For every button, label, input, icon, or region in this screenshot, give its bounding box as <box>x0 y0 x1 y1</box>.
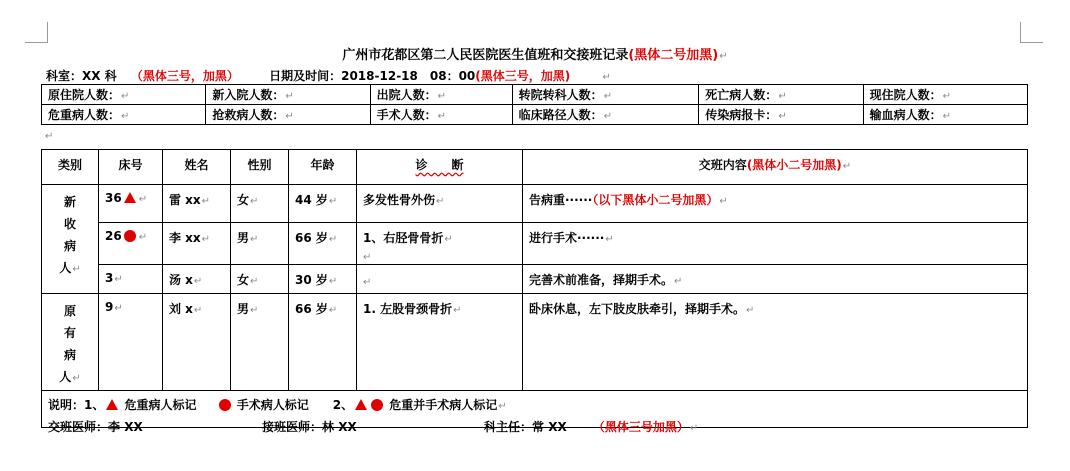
diagnosis-cell <box>357 265 523 294</box>
director-label: 科主任： <box>484 420 533 434</box>
paragraph-mark: ↵ <box>453 305 462 316</box>
stats-label: 转院转科人数： <box>518 88 603 102</box>
crop-mark-top-right <box>1020 22 1043 43</box>
paragraph-mark: ↵ <box>250 276 259 287</box>
document-title <box>0 44 1070 63</box>
dept-value: XX 科 <box>82 69 117 83</box>
category-char: 收 <box>63 217 76 231</box>
critical-triangle-icon <box>124 192 136 203</box>
header-category: 类别 <box>42 150 99 185</box>
bed-number: 26 <box>105 229 122 243</box>
paragraph-mark: ↵ <box>285 91 294 102</box>
age-value: 44 岁 <box>295 193 328 207</box>
surgery-circle-icon <box>124 230 136 242</box>
name-cell <box>163 294 231 391</box>
bed-number: 9 <box>105 300 114 314</box>
legend-both-prefix: 2、 <box>332 398 354 412</box>
dept-font-note: （黑体三号，加黑） <box>130 69 239 83</box>
title-font-note: (黑体二号加黑) <box>628 48 719 63</box>
stats-cell <box>699 105 863 125</box>
stats-label: 现住院人数： <box>869 88 942 102</box>
category-char: 新 <box>63 195 76 209</box>
bed-cell <box>99 265 163 294</box>
age-value: 66 岁 <box>295 231 328 245</box>
datetime-value: 2018-12-18 08：00 <box>341 69 476 83</box>
paragraph-mark: ↵ <box>201 234 211 245</box>
paragraph-mark: ↵ <box>603 91 613 102</box>
paragraph-mark: ↵ <box>778 91 787 102</box>
gender-cell <box>231 265 289 294</box>
director-value: 常 XX <box>532 420 567 434</box>
stats-cell <box>863 105 1027 125</box>
paragraph-mark: ↵ <box>602 72 611 83</box>
handover-doctor-value: 李 XX <box>108 420 143 434</box>
surgery-circle-icon <box>371 399 383 411</box>
paragraph-mark: ↵ <box>201 196 211 207</box>
gender-value: 男 <box>237 302 250 316</box>
stats-label: 手术人数： <box>376 108 437 122</box>
category-cell <box>42 185 99 294</box>
header-bed: 床号 <box>99 150 163 185</box>
legend-both: 危重并手术病人标记 <box>385 398 498 412</box>
bed-cell <box>99 185 163 223</box>
stats-row <box>42 85 1028 105</box>
name-value: 刘 x <box>169 302 193 316</box>
stats-label: 新入院人数： <box>212 88 285 102</box>
handover-cell <box>523 185 1028 223</box>
paragraph-mark: ↵ <box>842 161 852 172</box>
name-cell <box>163 185 231 223</box>
category-char: 人 <box>59 261 72 275</box>
handover-cell <box>523 223 1028 265</box>
handover-value: 进行手术······ <box>529 231 605 245</box>
paragraph-mark: ↵ <box>719 196 728 207</box>
paragraph-mark: ↵ <box>138 194 148 205</box>
paragraph-mark: ↵ <box>498 401 507 412</box>
paragraph-mark: ↵ <box>72 264 81 275</box>
handover-font-note: （以下黑体小二号加黑） <box>592 193 719 207</box>
age-cell <box>289 265 357 294</box>
footer-handover-doctor <box>48 418 143 435</box>
paragraph-mark: ↵ <box>436 196 445 207</box>
crop-mark-top-left <box>25 22 48 43</box>
bed-cell <box>99 294 163 391</box>
paragraph-mark: ↵ <box>250 196 259 207</box>
paragraph-mark: ↵ <box>746 305 755 316</box>
stats-cell <box>42 105 206 125</box>
name-cell <box>163 223 231 265</box>
paragraph-mark: ↵ <box>328 234 338 245</box>
paragraph-mark: ↵ <box>45 131 54 142</box>
category-char: 病 <box>63 348 76 362</box>
stats-label: 抢救病人数： <box>212 108 285 122</box>
table-row <box>42 294 1028 391</box>
name-value: 李 xx <box>169 231 201 245</box>
paragraph-mark: ↵ <box>328 305 338 316</box>
stats-label: 出院人数： <box>376 88 437 102</box>
stats-cell <box>42 85 206 105</box>
paragraph-mark: ↵ <box>328 196 338 207</box>
handover-cell <box>523 294 1028 391</box>
paragraph-mark: ↵ <box>363 252 372 263</box>
diagnosis-cell <box>357 294 523 391</box>
paragraph-mark: ↵ <box>605 234 614 245</box>
table-row <box>42 185 1028 223</box>
category-char: 病 <box>63 239 76 253</box>
paragraph-mark: ↵ <box>114 274 123 285</box>
stats-label: 传染病报卡： <box>705 108 778 122</box>
gender-value: 女 <box>237 193 250 207</box>
paragraph-mark: ↵ <box>942 91 952 102</box>
diagnosis-value: 1、右胫骨骨折 <box>363 231 444 245</box>
stats-cell <box>699 85 863 105</box>
handover-cell <box>523 265 1028 294</box>
handover-table <box>41 149 1028 428</box>
gender-value: 女 <box>237 273 250 287</box>
gender-value: 男 <box>237 231 250 245</box>
paragraph-mark: ↵ <box>363 277 372 288</box>
age-value: 66 岁 <box>295 302 328 316</box>
bed-number: 3 <box>105 271 114 285</box>
stats-label: 原住院人数： <box>48 88 121 102</box>
age-value: 30 岁 <box>295 273 328 287</box>
gender-cell <box>231 185 289 223</box>
legend-surgery: 手术病人标记 <box>232 398 309 412</box>
critical-triangle-icon <box>106 399 118 410</box>
receiving-doctor-value: 林 XX <box>322 420 357 434</box>
header-name: 姓名 <box>163 150 231 185</box>
header-gender: 性别 <box>231 150 289 185</box>
paragraph-mark: ↵ <box>778 111 787 122</box>
diagnosis-cell <box>357 185 523 223</box>
surgery-circle-icon <box>219 399 231 411</box>
stats-cell <box>512 85 699 105</box>
title-text: 广州市花都区第二人民医院医生值班和交接班记录 <box>342 48 629 63</box>
age-cell <box>289 223 357 265</box>
datetime-label: 日期及时间： <box>269 69 342 83</box>
stats-label: 死亡病人数： <box>705 88 778 102</box>
footer-director <box>484 418 698 435</box>
handover-value: 告病重······ <box>529 193 593 207</box>
header-handover-text: 交班内容 <box>698 158 747 172</box>
paragraph-mark: ↵ <box>250 234 259 245</box>
name-cell <box>163 265 231 294</box>
paragraph-mark: ↵ <box>138 232 148 243</box>
paragraph-mark: ↵ <box>72 373 81 384</box>
header-handover-note: (黑体小二号加黑) <box>746 158 842 172</box>
stats-table <box>41 84 1028 125</box>
receiving-doctor-label: 接班医师： <box>262 420 323 434</box>
category-char: 原 <box>63 304 76 318</box>
critical-triangle-icon <box>355 399 367 410</box>
table-row <box>42 265 1028 294</box>
age-cell <box>289 185 357 223</box>
diagnosis-cell <box>357 223 523 265</box>
paragraph-mark: ↵ <box>193 276 203 287</box>
table-header-row <box>42 150 1028 185</box>
meta-line <box>46 67 611 84</box>
gender-cell <box>231 294 289 391</box>
stats-label: 临床路径人数： <box>518 108 603 122</box>
paragraph-mark: ↵ <box>719 51 728 62</box>
bed-number: 36 <box>105 191 122 205</box>
legend-critical: 危重病人标记 <box>120 398 197 412</box>
header-diagnosis-text: 诊 断 <box>415 158 464 172</box>
category-char: 人 <box>59 370 72 384</box>
paragraph-mark: ↵ <box>603 111 613 122</box>
stats-cell <box>512 105 699 125</box>
age-cell <box>289 294 357 391</box>
paragraph-mark: ↵ <box>437 91 447 102</box>
paragraph-mark: ↵ <box>121 111 130 122</box>
name-value: 雷 xx <box>169 193 201 207</box>
paragraph-mark: ↵ <box>250 305 259 316</box>
legend-prefix: 说明：1、 <box>48 398 105 412</box>
diagnosis-value: 多发性骨外伤 <box>363 193 436 207</box>
header-diagnosis <box>357 150 523 185</box>
stats-cell <box>370 85 512 105</box>
paragraph-mark: ↵ <box>437 111 447 122</box>
paragraph-mark: ↵ <box>328 276 338 287</box>
handover-value: 卧床休息，左下肢皮肤牵引，择期手术。 <box>529 302 746 316</box>
name-value: 汤 x <box>169 273 193 287</box>
paragraph-mark: ↵ <box>121 91 130 102</box>
paragraph-mark: ↵ <box>689 423 699 434</box>
datetime-font-note: (黑体三号，加黑) <box>475 69 571 83</box>
category-char: 有 <box>63 326 76 340</box>
paragraph-mark: ↵ <box>193 305 203 316</box>
handover-value: 完善术前准备，择期手术。 <box>529 273 674 287</box>
footer-font-note: （黑体三号加黑） <box>592 420 689 434</box>
paragraph-mark: ↵ <box>114 303 123 314</box>
paragraph-mark: ↵ <box>942 111 952 122</box>
handover-doctor-label: 交班医师： <box>48 420 109 434</box>
category-cell <box>42 294 99 391</box>
dept-label: 科室： <box>46 69 83 83</box>
paragraph-mark: ↵ <box>444 234 453 245</box>
stats-label: 输血病人数： <box>869 108 942 122</box>
diagnosis-value: 1. 左股骨颈骨折 <box>363 302 453 316</box>
stats-cell <box>863 85 1027 105</box>
bed-cell <box>99 223 163 265</box>
stats-cell <box>206 105 370 125</box>
stats-cell <box>370 105 512 125</box>
header-age: 年龄 <box>289 150 357 185</box>
footer-receiving-doctor <box>262 418 357 435</box>
paragraph-mark: ↵ <box>285 111 294 122</box>
stats-label: 危重病人数： <box>48 108 121 122</box>
gender-cell <box>231 223 289 265</box>
stats-cell <box>206 85 370 105</box>
table-row <box>42 223 1028 265</box>
stats-row <box>42 105 1028 125</box>
paragraph-mark: ↵ <box>674 276 683 287</box>
header-handover <box>523 150 1028 185</box>
